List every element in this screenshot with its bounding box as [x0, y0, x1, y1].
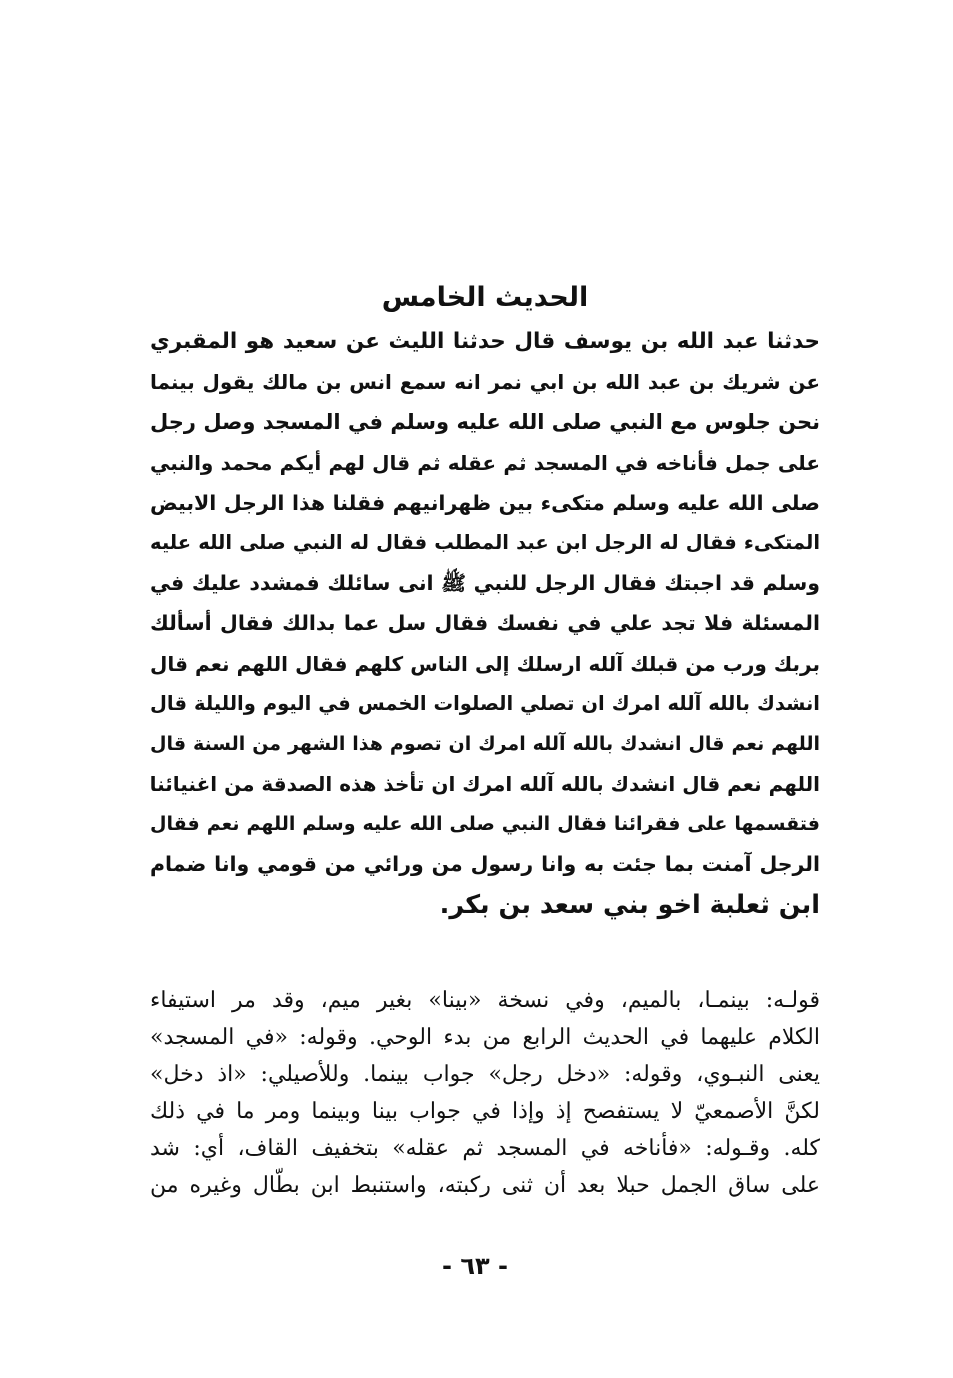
hadith-line: ابن ثعلبة اخو بني سعد بن بكر.: [439, 889, 820, 920]
hadith-line: على جمل فأناخه في المسجد ثم عقله ثم قال لهم أيكم محمد والنبي: [150, 450, 820, 475]
commentary-line: لكنَّ الأصمعيّ لا يستفصح إذ وإذا في جواب بينا وبينما ومر ما في ذلك: [150, 1099, 820, 1124]
hadith-line: صلى الله عليه وسلم متكىء بين ظهرانيهم فقلنا هذا الرجل الابيض: [150, 490, 820, 515]
hadith-line: المسئلة فلا تجد علي في نفسك فقال سل عما بدالك فقال أسألك: [150, 611, 820, 636]
commentary-line: على ساق الجمل حبلا بعد أن ثنى ركبته، واستنبط ابن بطّال وغيره من: [150, 1173, 820, 1198]
hadith-line: اللهم نعم قال انشدك بالله آلله امرك ان تأخذ هذه الصدقة من اغنيائنا: [149, 772, 820, 797]
hadith-line: بربك ورب من قبلك آلله ارسلك إلى الناس كلهم فقال اللهم نعم قال: [150, 651, 820, 676]
hadith-line: فتقسمها على فقرائنا فقال النبي صلى الله عليه وسلم اللهم نعم فقال: [150, 813, 820, 836]
hadith-line: انشدك بالله آلله امرك ان تصلي الصلوات الخمس في اليوم والليلة قال: [150, 691, 820, 715]
hadith-line: حدثنا عبد الله بن يوسف قال حدثنا الليث عن سعيد هو المقبري: [150, 329, 820, 354]
hadith-line: اللهم نعم قال انشدك بالله آلله امرك ان تصوم هذا الشهر من السنة قال: [150, 732, 820, 755]
hadith-line: الرجل آمنت بما جئت به وانا رسول من ورائي من قومي وانا ضمام: [150, 852, 820, 877]
hadith-line: نحن جلوس مع النبي صلى الله عليه وسلم في المسجد وصل رجل: [150, 410, 820, 435]
hadith-line: وسلم قد اجبتك فقال الرجل للنبي ﷺ انى سائلك فمشدد عليك في: [150, 571, 820, 596]
commentary-line: قولـه: بينمـا، بالميم، وفي نسخة «بينا» بغير ميم، وقد مر استيفاء: [150, 988, 820, 1013]
hadith-line: المتكىء فقال له الرجل ابن عبد المطلب فقال له النبي صلى الله عليه: [150, 530, 820, 554]
page-number: - ٦٣ -: [442, 1252, 508, 1280]
hadith-line: عن شريك بن عبد الله بن ابي نمر انه سمع انس بن مالك يقول بينما: [150, 370, 820, 395]
hadith-text: [150, 322, 820, 925]
commentary-line: الكلام عليهما في الحديث الرابع من بدء الوحي. وقوله: «في المسجد»: [150, 1025, 820, 1050]
commentary-text: [150, 982, 820, 1204]
commentary-line: كله. وقـوله: «فأناخه في المسجد ثم عقله» بتخفيف القاف، أي: شد: [150, 1136, 820, 1161]
commentary-line: يعنى النبـوي، وقوله: «دخل رجل» جواب بينما. وللأصيلي: «اذ دخل»: [150, 1062, 820, 1087]
section-heading: الحديث الخامس: [381, 282, 589, 313]
